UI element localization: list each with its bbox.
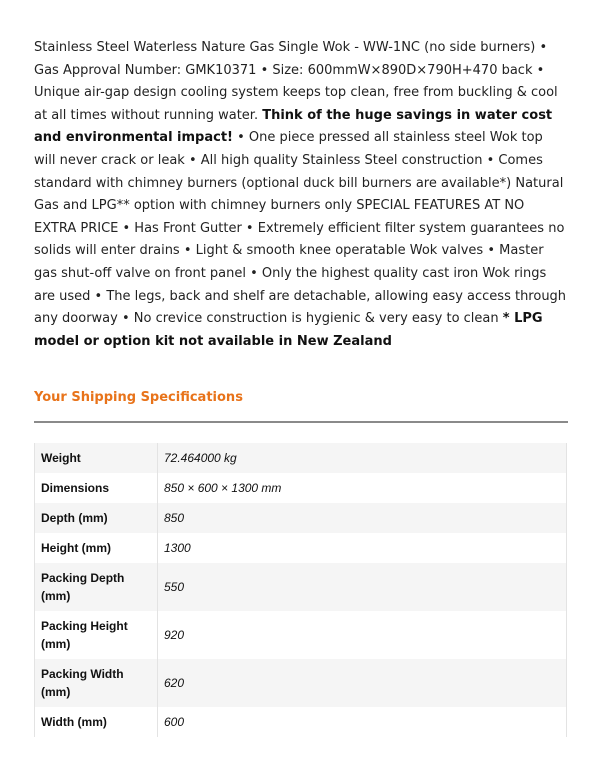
spec-value: 1300 xyxy=(164,541,191,556)
spec-value: 620 xyxy=(164,676,185,691)
table-row xyxy=(35,473,567,503)
spec-label: Packing Height (mm) xyxy=(35,611,158,659)
table-row xyxy=(35,443,567,473)
spec-value: 920 xyxy=(164,628,185,643)
spec-label: Width (mm) xyxy=(35,707,158,737)
description-bold-savings: Think of the huge savings in water cost and environmental impact! xyxy=(34,107,553,146)
product-description xyxy=(34,37,568,353)
table-row xyxy=(35,707,567,737)
table-row xyxy=(35,563,567,611)
table-row xyxy=(35,659,567,707)
spec-label: Dimensions xyxy=(35,473,158,503)
table-row xyxy=(35,533,567,563)
section-divider xyxy=(34,421,568,423)
spec-value: 850 × 600 × 1300 mm xyxy=(164,481,282,496)
description-bold-lpg-note: * LPG model or option kit not available in New Zealand xyxy=(34,311,543,349)
spec-value: 600 xyxy=(164,715,185,730)
spec-label: Packing Depth (mm) xyxy=(35,563,158,611)
product-content xyxy=(34,37,568,737)
shipping-specs-heading: Your Shipping Specifications xyxy=(34,390,243,406)
table-row xyxy=(35,611,567,659)
description-text-2: • One piece pressed all stainless steel Wok top will never crack or leak • All high quality Stainless Steel construction • Comes standard with chimney burners (optional duck bill burners are available*) Natural Gas and LPG** option with chimney burners only SPECIAL FEATURES AT NO EXTRA PRICE • Has Front Gutter • Extremely efficient filter system guarantees no solids will enter drains • Light & smooth knee operatable Wok valves • Master gas shut-off valve on front panel • Only the highest quality cast iron Wok rings are used • The legs, back and shelf are detachable, allowing easy access through any doorway • No crevice construction is hygienic & very easy to clean xyxy=(34,130,567,327)
shipping-specs-table xyxy=(34,443,567,737)
spec-label: Height (mm) xyxy=(35,533,158,563)
spec-value: 850 xyxy=(164,511,185,526)
description-text-1: Stainless Steel Waterless Nature Gas Single Wok - WW-1NC (no side burners) • Gas Approval Number: GMK10371 • Size: 600mmW×890D×790H+470 back • Unique air-gap design cooling system keeps top clean, free from buckling & cool at all times without running water. xyxy=(34,40,558,123)
spec-label: Weight xyxy=(35,443,158,473)
spec-label: Depth (mm) xyxy=(35,503,158,533)
spec-value: 72.464000 kg xyxy=(164,451,237,466)
table-row xyxy=(35,503,567,533)
spec-label: Packing Width (mm) xyxy=(35,659,158,707)
spec-value: 550 xyxy=(164,580,185,595)
